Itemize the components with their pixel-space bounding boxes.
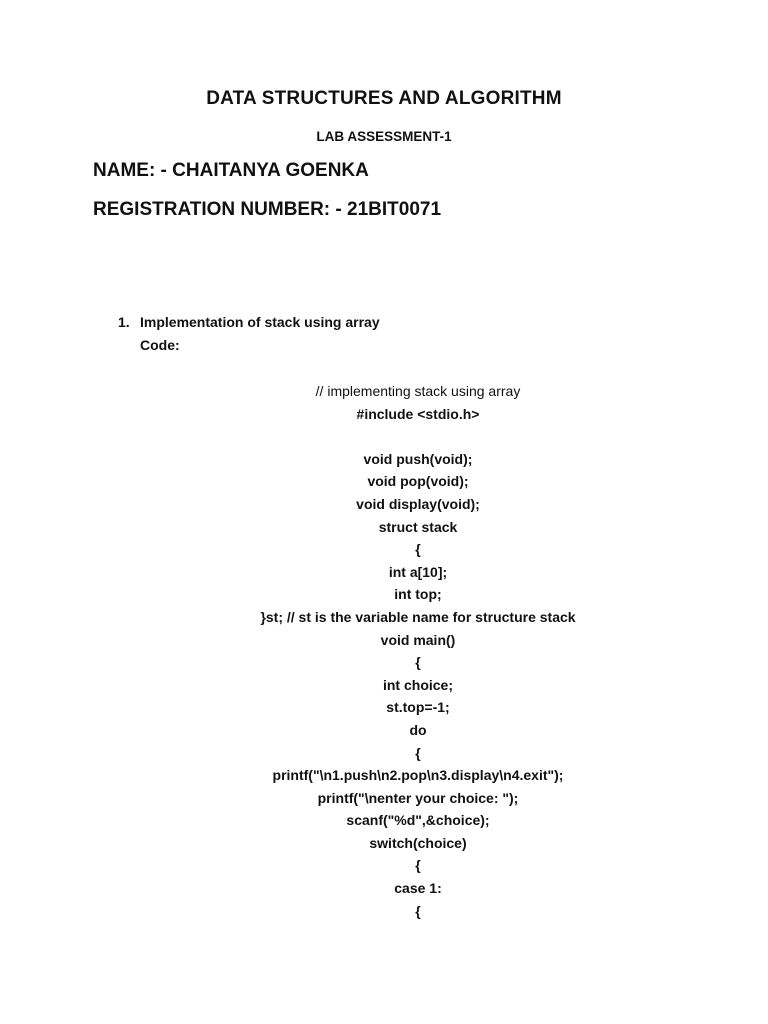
code-line: }st; // st is the variable name for structure stack: [260, 608, 576, 625]
code-line: printf("\nenter your choice: ");: [317, 789, 519, 806]
code-line: {: [415, 902, 421, 919]
code-line: #include <stdio.h>: [356, 405, 480, 422]
code-line: st.top=-1;: [386, 699, 450, 716]
code-line: [0, 425, 768, 448]
code-line: {: [415, 744, 421, 761]
code-line: void push(void);: [363, 450, 473, 467]
code-line: {: [415, 654, 421, 671]
code-line: {: [415, 857, 421, 874]
code-line: {: [415, 541, 421, 558]
code-line: struct stack: [378, 518, 458, 535]
registration-number: REGISTRATION NUMBER: - 21BIT0071: [93, 199, 442, 220]
section-heading: [118, 314, 380, 330]
code-line: int top;: [394, 586, 442, 603]
code-line: switch(choice): [369, 834, 467, 851]
code-line: void pop(void);: [367, 473, 469, 490]
code-line: printf("\n1.push\n2.pop\n3.display\n4.exit");: [272, 767, 564, 784]
code-line: int a[10];: [388, 563, 448, 580]
code-block: [0, 380, 768, 922]
code-line: case 1:: [394, 880, 442, 897]
code-line: void main(): [380, 631, 456, 648]
code-line: // implementing stack using array: [315, 383, 521, 399]
document-subtitle: LAB ASSESSMENT-1: [316, 129, 452, 144]
code-line: do: [409, 721, 427, 738]
student-name: NAME: - CHAITANYA GOENKA: [93, 160, 369, 181]
document-title: DATA STRUCTURES AND ALGORITHM: [206, 88, 562, 109]
code-line: int choice;: [382, 676, 453, 693]
code-label: Code:: [140, 337, 180, 353]
code-line: void display(void);: [356, 495, 480, 512]
section-number: 1.: [118, 314, 130, 330]
code-line: scanf("%d",&choice);: [346, 812, 490, 829]
section-title: Implementation of stack using array: [140, 314, 380, 330]
